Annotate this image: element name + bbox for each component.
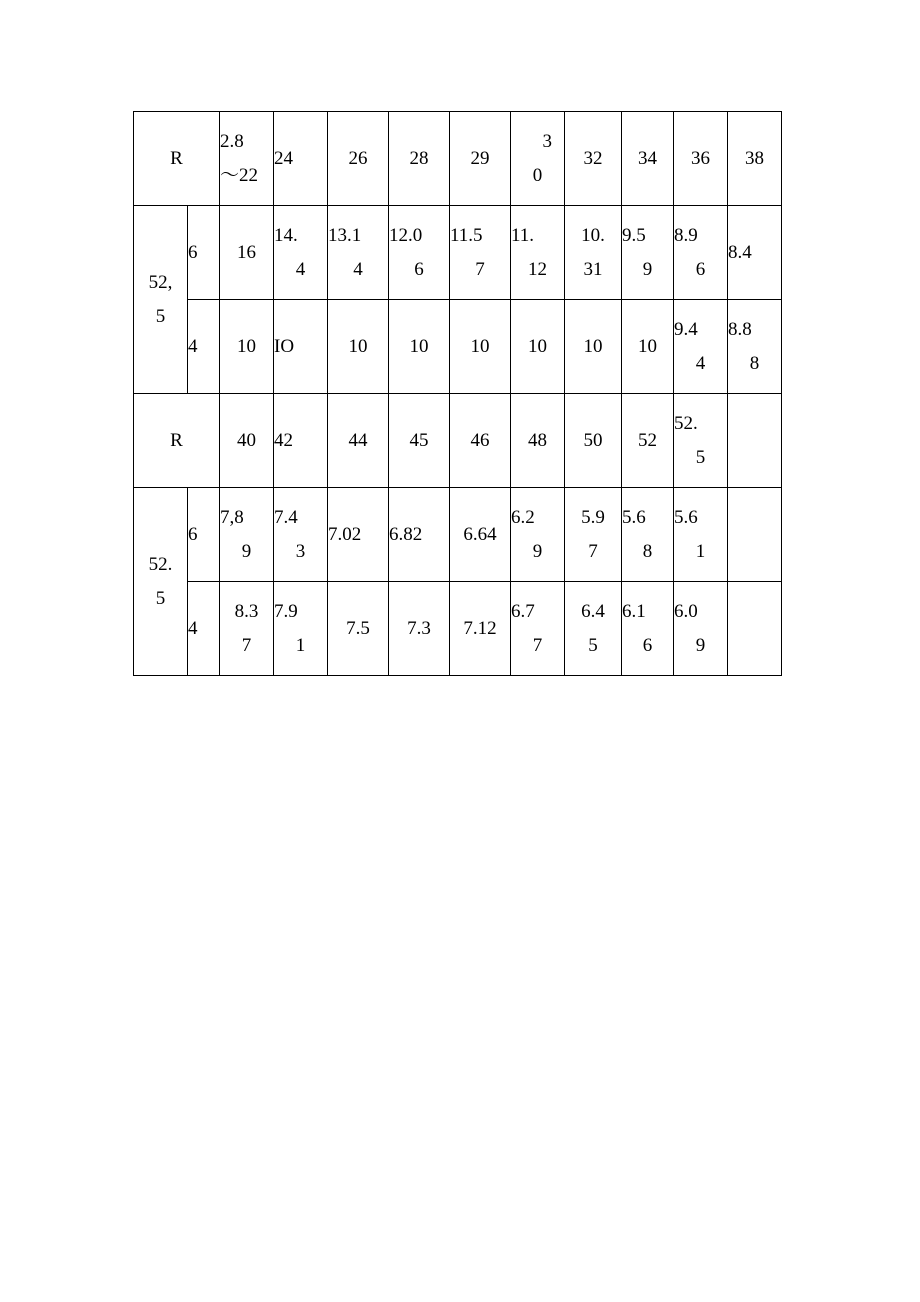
- cell-value: 9: [695, 634, 706, 656]
- table-cell: [220, 488, 274, 582]
- cell-value: 8: [642, 540, 653, 562]
- header-value: 0: [532, 164, 543, 186]
- cell-value: 9.4: [674, 318, 698, 340]
- table-cell: [674, 582, 728, 676]
- cell-value: 8.8: [728, 318, 752, 340]
- group-label-cell: [134, 488, 188, 676]
- table-cell: [622, 206, 674, 300]
- cell-value: 1: [295, 634, 306, 656]
- table-cell: [450, 206, 511, 300]
- header-cell: 42: [274, 394, 328, 488]
- header-cell: [728, 394, 782, 488]
- table-cell: [389, 206, 450, 300]
- table-cell: 10: [220, 300, 274, 394]
- cell-value: 9: [532, 540, 543, 562]
- header-value: 3: [542, 130, 552, 152]
- cell-value: 6.0: [674, 600, 698, 622]
- table-cell: [274, 582, 328, 676]
- row-label: 6: [188, 206, 220, 300]
- header-cell: 40: [220, 394, 274, 488]
- group-label: 5: [155, 587, 166, 609]
- table-cell: 7.02: [328, 488, 389, 582]
- table-cell: 8.4: [728, 206, 782, 300]
- cell-value: 6.1: [622, 600, 646, 622]
- header-cell: 45: [389, 394, 450, 488]
- cell-value: 6: [695, 258, 706, 280]
- cell-value: 14.: [274, 224, 298, 246]
- cell-value: 7,8: [220, 506, 244, 528]
- table-cell: 6.64: [450, 488, 511, 582]
- header-row-2: [134, 394, 782, 488]
- table-cell: 16: [220, 206, 274, 300]
- table-cell: [674, 488, 728, 582]
- table-row: [134, 488, 782, 582]
- cell-value: 7.9: [274, 600, 298, 622]
- header-value: 5: [695, 446, 706, 468]
- cell-value: 7: [532, 634, 543, 656]
- cell-value: 6.2: [511, 506, 535, 528]
- cell-value: 5: [588, 634, 598, 656]
- table-cell: 10: [328, 300, 389, 394]
- table-cell: [328, 206, 389, 300]
- header-value: ～22: [220, 164, 259, 186]
- header-cell: 26: [328, 112, 389, 206]
- group-label: 52.: [148, 553, 173, 575]
- cell-value: 7.4: [274, 506, 298, 528]
- table-cell: [274, 488, 328, 582]
- header-cell: 38: [728, 112, 782, 206]
- table-cell: 7.5: [328, 582, 389, 676]
- table-row: [134, 206, 782, 300]
- cell-value: 5.6: [674, 506, 698, 528]
- header-cell: 34: [622, 112, 674, 206]
- cell-value: 12: [528, 258, 547, 280]
- table-cell: [511, 582, 565, 676]
- cell-value: 7: [241, 634, 252, 656]
- cell-value: 8.3: [234, 600, 259, 622]
- header-cell: 46: [450, 394, 511, 488]
- row-label: 4: [188, 300, 220, 394]
- header-cell: 29: [450, 112, 511, 206]
- header-cell: 52: [622, 394, 674, 488]
- cell-value: 1: [695, 540, 706, 562]
- cell-value: 12.0: [389, 224, 423, 246]
- table-cell: [674, 206, 728, 300]
- table-cell: [220, 582, 274, 676]
- header-cell: [511, 112, 565, 206]
- cell-value: 11.: [511, 224, 535, 246]
- cell-value: 11.5: [450, 224, 483, 246]
- header-cell: 24: [274, 112, 328, 206]
- header-cell: 50: [565, 394, 622, 488]
- cell-value: 9: [642, 258, 653, 280]
- header-cell: [220, 112, 274, 206]
- cell-value: 4: [695, 352, 706, 374]
- cell-value: 4: [295, 258, 306, 280]
- row-label: 6: [188, 488, 220, 582]
- table-cell: 7.12: [450, 582, 511, 676]
- group-label-cell: [134, 206, 188, 394]
- table-cell: 10: [389, 300, 450, 394]
- cell-value: 3: [295, 540, 306, 562]
- cell-value: 13.1: [328, 224, 362, 246]
- header-cell: 44: [328, 394, 389, 488]
- table-cell: [728, 488, 782, 582]
- header-cell: 28: [389, 112, 450, 206]
- cell-value: 7: [475, 258, 485, 280]
- table-cell: 10: [511, 300, 565, 394]
- header-value: 2.8: [220, 130, 244, 152]
- table-cell: 10: [622, 300, 674, 394]
- table-cell: 6.82: [389, 488, 450, 582]
- header-label: R: [134, 112, 220, 206]
- table-row: [134, 300, 782, 394]
- table-cell: 10: [450, 300, 511, 394]
- table-cell: 7.3: [389, 582, 450, 676]
- data-table: [133, 111, 782, 676]
- table-cell: [622, 488, 674, 582]
- table-cell: [565, 488, 622, 582]
- cell-value: 8: [749, 352, 760, 374]
- cell-value: 7: [588, 540, 598, 562]
- header-label: R: [134, 394, 220, 488]
- table-cell: [728, 300, 782, 394]
- header-cell: 32: [565, 112, 622, 206]
- cell-value: 5.9: [581, 506, 605, 528]
- cell-value: 5.6: [622, 506, 646, 528]
- cell-value: 8.9: [674, 224, 698, 246]
- row-label: 4: [188, 582, 220, 676]
- table-cell: [674, 300, 728, 394]
- table-row: [134, 582, 782, 676]
- header-cell: [674, 394, 728, 488]
- table-cell: [511, 206, 565, 300]
- table-cell: IO: [274, 300, 328, 394]
- cell-value: 6.7: [511, 600, 535, 622]
- table-cell: 10: [565, 300, 622, 394]
- cell-value: 6: [414, 258, 424, 280]
- header-row-1: [134, 112, 782, 206]
- cell-value: 31: [583, 258, 603, 280]
- table-cell: [565, 582, 622, 676]
- table-cell: [622, 582, 674, 676]
- group-label: 52,: [148, 271, 173, 293]
- cell-value: 9.5: [622, 224, 646, 246]
- cell-value: 10.: [581, 224, 605, 246]
- cell-value: 6.4: [581, 600, 605, 622]
- cell-value: 9: [241, 540, 252, 562]
- header-cell: 48: [511, 394, 565, 488]
- table-cell: [565, 206, 622, 300]
- cell-value: 4: [353, 258, 363, 280]
- cell-value: 6: [642, 634, 653, 656]
- group-label: 5: [155, 305, 166, 327]
- table-cell: [511, 488, 565, 582]
- table-cell: [728, 582, 782, 676]
- header-cell: 36: [674, 112, 728, 206]
- table-cell: [274, 206, 328, 300]
- header-value: 52.: [674, 412, 698, 434]
